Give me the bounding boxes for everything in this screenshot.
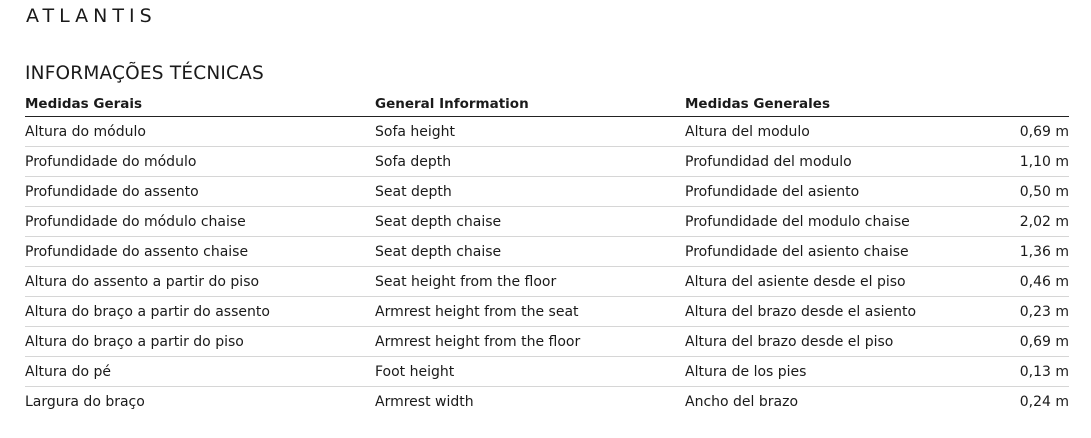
header-value <box>985 92 1069 117</box>
cell-es: Altura del asiente desde el piso <box>685 273 906 290</box>
cell-pt: Altura do assento a partir do piso <box>25 273 260 290</box>
cell-value: 1,36 m <box>1019 243 1069 260</box>
cell-value: 0,24 m <box>1019 393 1069 410</box>
cell-es: Profundidade del asiento <box>685 183 860 200</box>
cell-pt: Altura do pé <box>25 363 112 380</box>
cell-pt: Profundidade do módulo <box>25 153 197 170</box>
cell-es: Profundidad del modulo <box>685 153 852 170</box>
table-row <box>25 297 1069 327</box>
table-row <box>25 267 1069 297</box>
header-en: General Information <box>375 92 685 117</box>
cell-en: Seat depth <box>375 183 452 200</box>
cell-value: 0,69 m <box>1019 123 1069 140</box>
table-row <box>25 117 1069 147</box>
cell-en: Seat depth chaise <box>375 213 502 230</box>
brand-title: ATLANTIS <box>26 5 157 27</box>
table-row <box>25 177 1069 207</box>
table-header-row <box>25 92 1069 117</box>
cell-pt: Profundidade do assento chaise <box>25 243 249 260</box>
cell-en: Armrest width <box>375 393 474 410</box>
cell-en: Foot height <box>375 363 455 380</box>
cell-es: Altura del brazo desde el piso <box>685 333 894 350</box>
cell-value: 0,23 m <box>1019 303 1069 320</box>
spec-table <box>25 92 1069 416</box>
cell-en: Seat height from the floor <box>375 273 557 290</box>
cell-en: Armrest height from the floor <box>375 333 581 350</box>
table-row <box>25 237 1069 267</box>
header-pt: Medidas Gerais <box>25 92 375 117</box>
cell-es: Profundidade del modulo chaise <box>685 213 910 230</box>
table-row <box>25 207 1069 237</box>
table-row <box>25 327 1069 357</box>
cell-value: 1,10 m <box>1019 153 1069 170</box>
cell-pt: Profundidade do assento <box>25 183 199 200</box>
cell-es: Altura del brazo desde el asiento <box>685 303 917 320</box>
cell-es: Altura del modulo <box>685 123 810 140</box>
cell-en: Seat depth chaise <box>375 243 502 260</box>
cell-pt: Largura do braço <box>25 393 145 410</box>
cell-es: Ancho del brazo <box>685 393 799 410</box>
cell-pt: Altura do módulo <box>25 123 146 140</box>
cell-pt: Profundidade do módulo chaise <box>25 213 246 230</box>
cell-value: 0,46 m <box>1019 273 1069 290</box>
cell-en: Sofa depth <box>375 153 452 170</box>
cell-en: Sofa height <box>375 123 456 140</box>
header-es: Medidas Generales <box>685 92 985 117</box>
cell-pt: Altura do braço a partir do piso <box>25 333 244 350</box>
cell-value: 0,50 m <box>1019 183 1069 200</box>
cell-value: 2,02 m <box>1019 213 1069 230</box>
cell-pt: Altura do braço a partir do assento <box>25 303 270 320</box>
spec-table-body <box>25 117 1069 417</box>
cell-en: Armrest height from the seat <box>375 303 579 320</box>
table-row <box>25 147 1069 177</box>
cell-value: 0,69 m <box>1019 333 1069 350</box>
table-row <box>25 357 1069 387</box>
cell-es: Profundidade del asiento chaise <box>685 243 909 260</box>
section-title: INFORMAÇÕES TÉCNICAS <box>25 63 264 84</box>
table-row <box>25 387 1069 417</box>
cell-es: Altura de los pies <box>685 363 807 380</box>
cell-value: 0,13 m <box>1019 363 1069 380</box>
